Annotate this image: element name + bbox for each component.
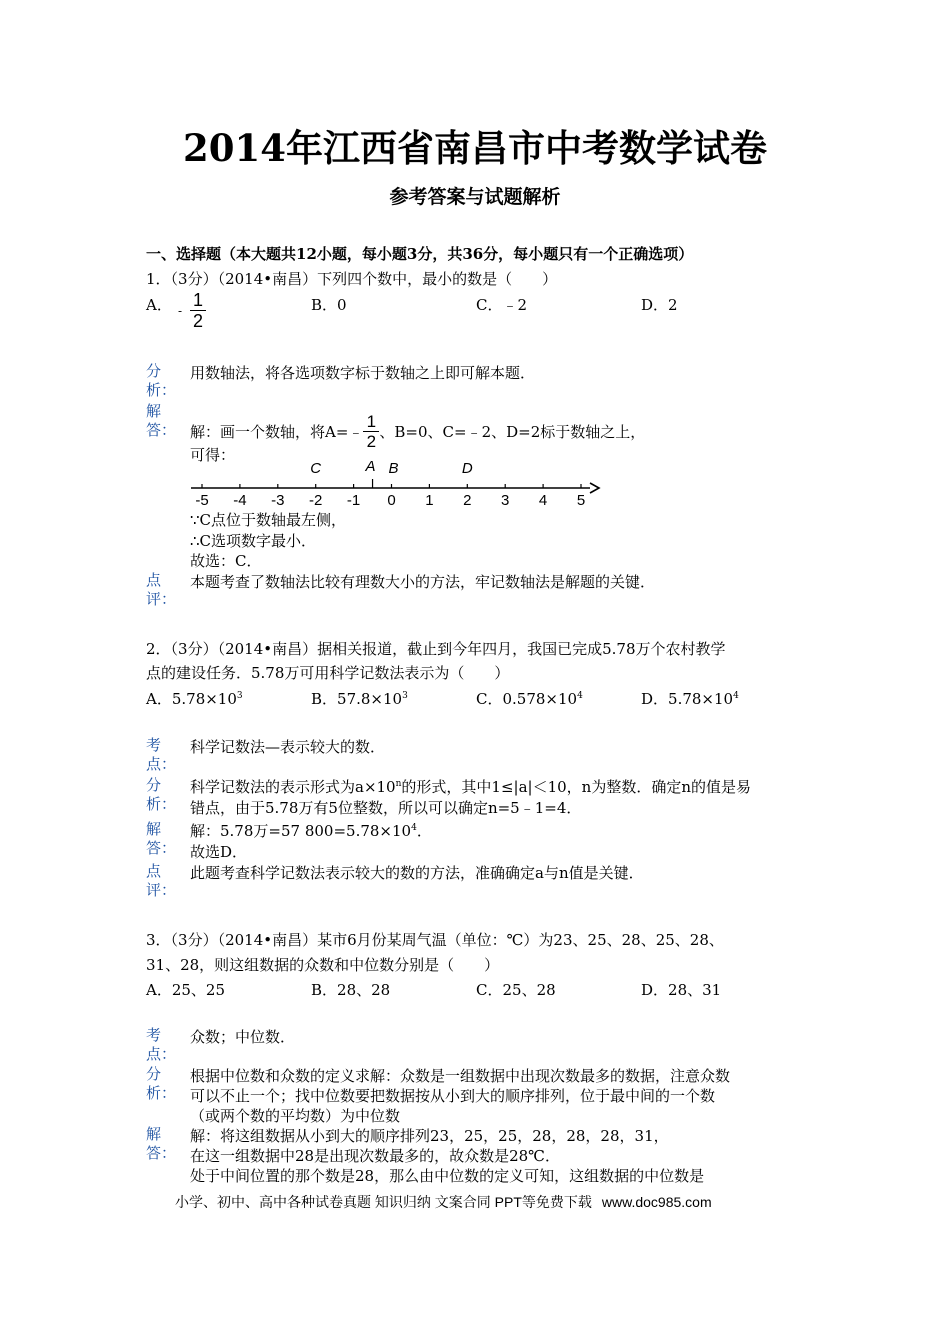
q2-option-d-exp: 4 [733,691,739,701]
q2-option-a-text: A．5.78×10 [146,690,237,708]
q2-option-b [311,688,408,709]
q3-option-a: A．25、25 [146,981,226,999]
q3-analysis-label: 分析： [146,1065,177,1102]
number-line-tick-label: 4 [538,492,548,509]
number-line-point-label: C [310,460,322,477]
q2-stem-line2: 点的建设任务．5.78万可用科学记数法表示为（ ） [146,664,510,682]
q2-answer-post: ． [416,822,432,840]
page-footer [175,1192,712,1212]
q3-answer-line2: 在这一组数据中28是出现次数最多的，故众数是28℃． [190,1147,560,1165]
q2-comment: 此题考查科学记数法表示较大的数的方法，准确确定a与n值是关键． [190,864,644,882]
q2-point-label: 考点： [146,736,177,773]
q1-option-a-label: A． [146,296,172,314]
q2-option-a [146,688,243,709]
number-line-arrow [590,483,599,493]
q2-answer-pre: 解：5.78万=57 800=5.78×10 [190,822,412,840]
q1-analysis-label: 分析： [146,362,177,399]
q3-option-c: C．25、28 [476,981,556,999]
number-line-point-label: D [461,460,473,477]
q2-option-c [476,688,583,709]
number-line-tick-label: 2 [463,492,472,509]
number-line-figure [185,455,605,513]
q2-option-d [641,688,739,709]
q1-stem: 1．（3分）（2014•南昌）下列四个数中，最小的数是（ ） [146,270,558,288]
q2-analysis-line1 [190,776,751,797]
q1-analysis: 用数轴法，将各选项数字标于数轴之上即可解本题． [190,364,536,382]
q3-option-d: D．28、31 [641,981,722,999]
q2-point: 科学记数法—表示较大的数． [190,738,386,756]
q3-answer-line3: 处于中间位置的那个数是28，那么由中位数的定义可知，这组数据的中位数是 [190,1167,705,1185]
q2-option-b-exp: 3 [402,691,408,701]
q1-answer-line5: 故选：C． [190,552,262,570]
q2-answer-line1 [190,820,432,841]
q3-analysis-line1: 根据中位数和众数的定义求解：众数是一组数据中出现次数最多的数据，注意众数 [190,1067,731,1085]
q1-answer-line3: ∵C点位于数轴最左侧， [190,511,347,529]
q1-option-a-sign: - [178,304,183,318]
q3-point: 众数；中位数． [190,1028,296,1046]
number-line-tick-label: -4 [233,492,247,509]
number-line-tick-label: -3 [271,492,285,509]
q1-answer-line4: ∴C选项数字最小． [190,532,317,550]
q1-answer-line1 [190,412,645,451]
q1-answer-label: 解答： [146,402,177,439]
q2-option-c-text: C．0.578×10 [476,690,578,708]
q1-comment-label: 点评： [146,571,177,608]
number-line-point-label: B [388,460,399,477]
document-subtitle: 参考答案与试题解析 [389,186,561,208]
q2-analysis-line2: 错点，由于5.78万有5位整数，所以可以确定n=5﹣1=4． [190,799,582,817]
document-title: 2014年江西省南昌市中考数学试卷 [183,126,767,170]
q1-option-a [146,294,172,315]
number-line-tick-label: 1 [425,492,434,509]
q2-option-c-exp: 4 [577,691,583,701]
number-line-tick-label: -1 [346,492,361,509]
section-header: 一、选择题（本大题共12小题，每小题3分，共36分，每小题只有一个正确选项） [146,245,694,263]
number-line-tick-label: 0 [387,492,396,509]
q1-answer-fraction [363,412,379,451]
q3-answer-label: 解答： [146,1125,177,1162]
q2-option-b-text: B．57.8×10 [311,690,403,708]
q1-comment: 本题考查了数轴法比较有理数大小的方法，牢记数轴法是解题的关键． [190,573,656,591]
q2-analysis-pre: 科学记数法的表示形式为a×10 [190,778,396,796]
q1-answer-line1-post: 、B=0、C=﹣2、D=2标于数轴之上， [379,423,646,441]
q1-option-c: C．﹣2 [476,296,528,314]
number-line-tick-label: 3 [501,492,510,509]
q1-answer-numerator: 1 [366,412,377,431]
q1-option-a-numerator: 1 [192,290,203,310]
footer-url[interactable]: www.doc985.com [601,1194,712,1210]
q2-option-d-text: D．5.78×10 [641,690,734,708]
q1-option-a-fraction [190,290,206,331]
number-line-tick-label: 5 [576,492,586,509]
q2-comment-label: 点评： [146,862,177,899]
number-line-tick-label: -2 [309,492,323,509]
q1-answer-line1-pre: 解：画一个数轴，将A=﹣ [190,423,364,441]
q3-point-label: 考点： [146,1026,177,1063]
q3-analysis-line2: 可以不止一个；找中位数要把数据按从小到大的顺序排列，位于最中间的一个数 [190,1087,716,1105]
number-line-point-label: A [365,458,376,475]
q3-option-b: B．28、28 [311,981,391,999]
q1-option-a-denominator: 2 [192,311,203,331]
q3-stem-line2: 31、28，则这组数据的众数和中位数分别是（ ） [146,956,500,974]
q3-analysis-line3: （或两个数的平均数）为中位数 [190,1107,401,1125]
q2-analysis-label: 分析： [146,776,177,813]
q2-stem-line1: 2．（3分）（2014•南昌）据相关报道，截止到今年四月，我国已完成5.78万个农村教学 [146,640,726,658]
q1-answer-denominator: 2 [366,432,377,451]
q3-stem-line1: 3．（3分）（2014•南昌）某市6月份某周气温（单位：℃）为23、25、28、25、28、 [146,931,724,949]
q2-answer-label: 解答： [146,820,177,857]
q2-answer-line2: 故选D． [190,843,248,861]
footer-text: 小学、初中、高中各种试卷真题 知识归纳 文案合同 PPT等免费下载 [175,1194,592,1210]
q1-option-d: D．2 [641,296,678,314]
q2-answer-exp: 4 [411,823,417,833]
number-line-tick-label: -5 [195,492,209,509]
q2-analysis-post: 的形式，其中1≤|a|＜10，n为整数．确定n的值是易 [401,778,751,796]
q1-answer-line2: 可得： [190,446,236,464]
q2-option-a-exp: 3 [236,691,243,701]
q2-analysis-exp: n [395,779,402,789]
q1-option-b: B．0 [311,296,347,314]
q3-answer-line1: 解：将这组数据从小到大的顺序排列23，25，25，28，28，28，31， [190,1127,669,1145]
